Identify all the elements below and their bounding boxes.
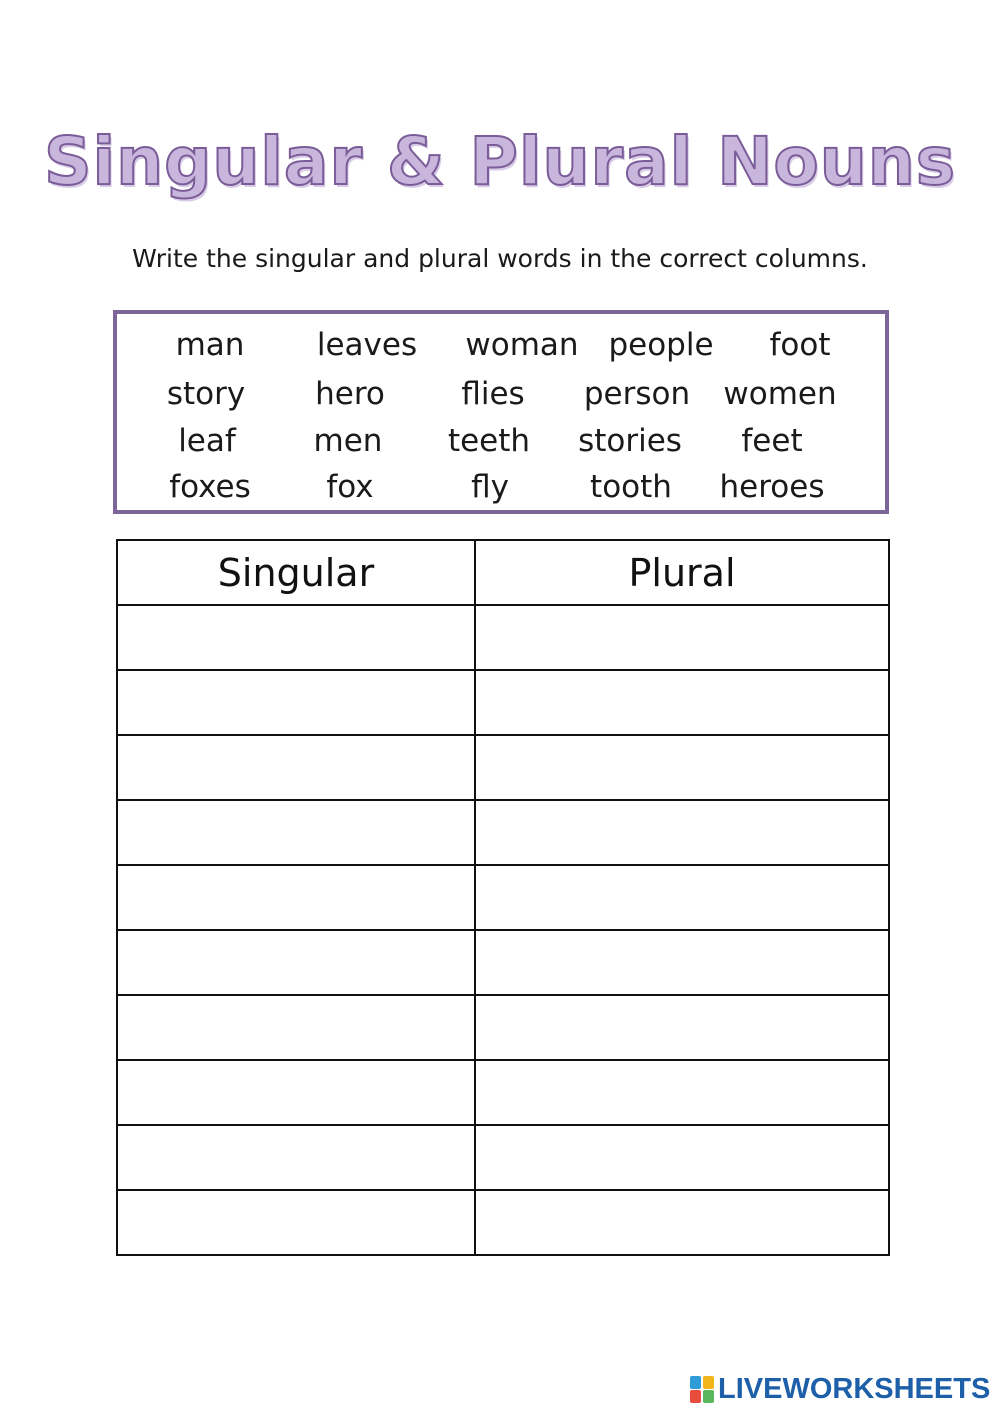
plural-answer-cell[interactable]: [475, 735, 889, 800]
table-row: [117, 800, 889, 865]
plural-answer-cell[interactable]: [475, 605, 889, 670]
worksheet-title: Singular & Plural Nouns: [43, 123, 957, 200]
table-row: [117, 995, 889, 1060]
table-row: [117, 735, 889, 800]
plural-column-header: Plural: [475, 540, 889, 605]
word-bank-word[interactable]: story: [166, 376, 246, 412]
word-bank-word[interactable]: fox: [326, 469, 374, 505]
word-bank-word[interactable]: flies: [461, 376, 525, 412]
word-bank-row: [117, 374, 885, 414]
plural-answer-cell[interactable]: [475, 800, 889, 865]
table-row: [117, 865, 889, 930]
word-bank-word[interactable]: fly: [471, 469, 509, 505]
table-row: [117, 1125, 889, 1190]
singular-answer-cell[interactable]: [117, 735, 475, 800]
word-bank-row: [117, 325, 885, 365]
word-bank-word[interactable]: people: [608, 327, 714, 363]
word-bank-word[interactable]: person: [583, 376, 691, 412]
plural-answer-cell[interactable]: [475, 670, 889, 735]
word-bank-word[interactable]: leaf: [178, 423, 236, 459]
word-bank-word[interactable]: heroes: [719, 469, 825, 505]
liveworksheets-logo-icon: [690, 1374, 716, 1404]
sorting-table: [116, 539, 890, 1256]
word-bank-word[interactable]: woman: [465, 327, 579, 363]
plural-answer-cell[interactable]: [475, 1060, 889, 1125]
word-bank-word[interactable]: tooth: [590, 469, 672, 505]
table-header-row: [117, 540, 889, 605]
plural-answer-cell[interactable]: [475, 930, 889, 995]
singular-answer-cell[interactable]: [117, 1125, 475, 1190]
word-bank-word[interactable]: women: [723, 376, 837, 412]
word-bank-word[interactable]: man: [175, 327, 245, 363]
word-bank-word[interactable]: stories: [578, 423, 682, 459]
word-bank-word[interactable]: hero: [315, 376, 385, 412]
singular-answer-cell[interactable]: [117, 865, 475, 930]
table-row: [117, 1190, 889, 1255]
singular-answer-cell[interactable]: [117, 930, 475, 995]
liveworksheets-brand[interactable]: [690, 1372, 990, 1406]
singular-column-header: Singular: [117, 540, 475, 605]
plural-answer-cell[interactable]: [475, 1125, 889, 1190]
singular-answer-cell[interactable]: [117, 995, 475, 1060]
singular-answer-cell[interactable]: [117, 1060, 475, 1125]
word-bank-word[interactable]: teeth: [447, 423, 531, 459]
table-row: [117, 1060, 889, 1125]
word-bank-word[interactable]: men: [313, 423, 383, 459]
table-row: [117, 605, 889, 670]
singular-answer-cell[interactable]: [117, 605, 475, 670]
table-row: [117, 670, 889, 735]
plural-answer-cell[interactable]: [475, 995, 889, 1060]
singular-answer-cell[interactable]: [117, 670, 475, 735]
brand-wordmark: LIVEWORKSHEETS: [718, 1373, 991, 1405]
word-bank-word[interactable]: leaves: [316, 327, 418, 363]
singular-answer-cell[interactable]: [117, 1190, 475, 1255]
plural-answer-cell[interactable]: [475, 1190, 889, 1255]
word-bank-box: [113, 310, 889, 514]
word-bank-row: [117, 421, 885, 461]
instruction-text: Write the singular and plural words in the correct columns.: [132, 244, 868, 273]
table-row: [117, 930, 889, 995]
word-bank-word[interactable]: foxes: [169, 469, 251, 505]
word-bank-word[interactable]: feet: [741, 423, 803, 459]
singular-answer-cell[interactable]: [117, 800, 475, 865]
plural-answer-cell[interactable]: [475, 865, 889, 930]
word-bank-word[interactable]: foot: [769, 327, 831, 363]
word-bank-row: [117, 467, 885, 507]
